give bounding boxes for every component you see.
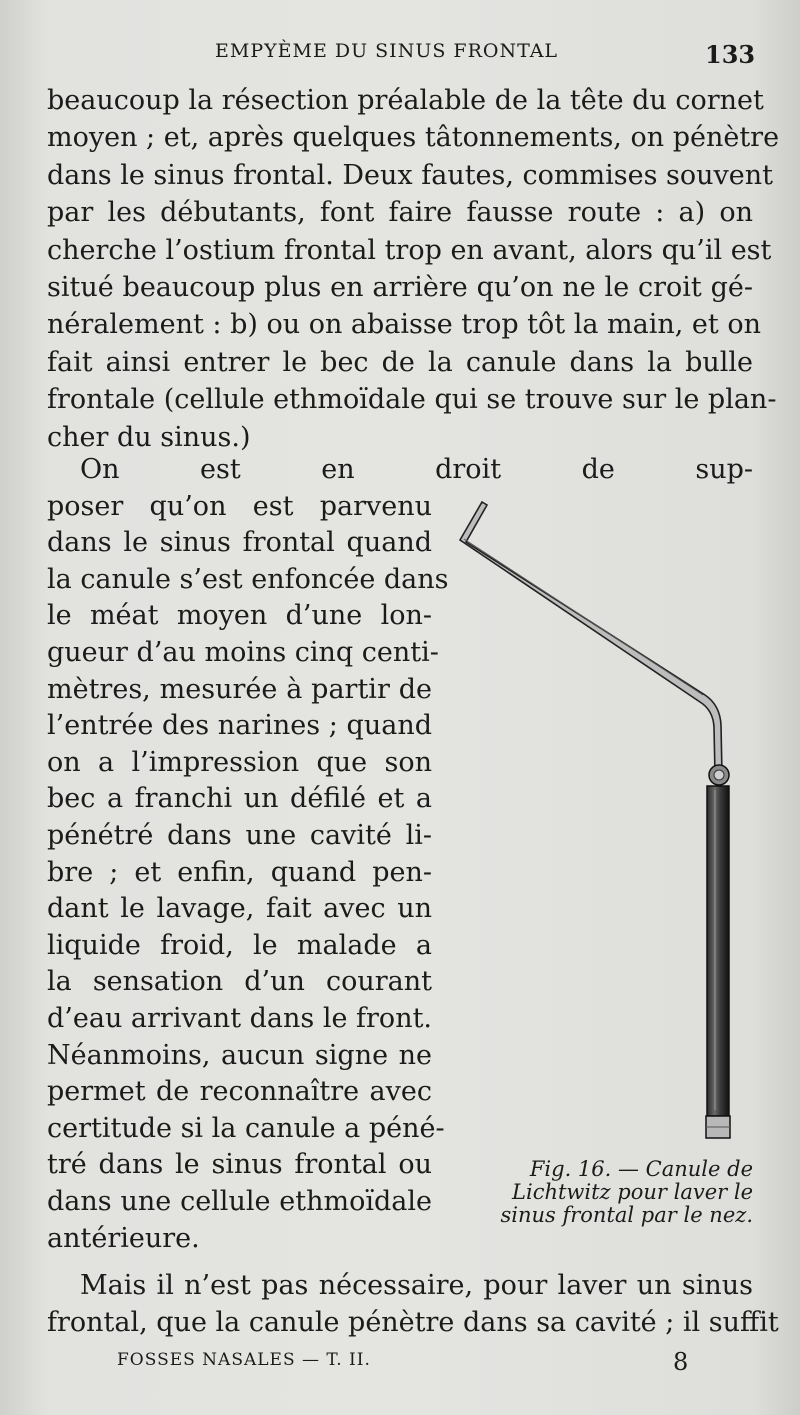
text-line: poser qu’on est parvenu — [47, 490, 432, 522]
text-line: dans le sinus frontal. Deux fautes, commises souvent — [47, 159, 774, 191]
text-line: cher du sinus.) — [47, 421, 251, 453]
text-line: cherche l’ostium frontal trop en avant, alors qu’il est — [47, 234, 772, 266]
text-line: Néanmoins, aucun signe ne — [47, 1039, 432, 1071]
text-line: dant le lavage, fait avec un — [47, 893, 432, 925]
figure-caption-line-2: Lichtwitz pour laver le — [512, 1180, 753, 1204]
text-line: antérieure. — [47, 1222, 200, 1254]
text-line: liquide froid, le malade a — [47, 929, 432, 961]
figure-caption-line-1: Fig. 16. — Canule de — [529, 1157, 753, 1181]
text-line: d’eau arrivant dans le front. — [47, 1003, 433, 1034]
text-line: situé beaucoup plus en arrière qu’on ne le croit gé- — [47, 272, 753, 303]
cannula-illustration — [430, 490, 760, 1150]
running-header: EMPYÈME DU SINUS FRONTAL — [215, 40, 559, 62]
text-line: Mais il n’est pas nécessaire, pour laver un sinus — [80, 1270, 753, 1301]
text-line: beaucoup la résection préalable de la tête du cornet — [47, 85, 764, 116]
text-line: moyen ; et, après quelques tâtonnements, on pénètre — [47, 122, 780, 154]
page-number: 133 — [705, 40, 756, 69]
text-line: permet de reconnaître avec — [47, 1076, 432, 1108]
text-line: tré dans le sinus frontal ou — [47, 1149, 432, 1181]
text-line: frontal, que la canule pénètre dans sa cavité ; il suffit — [47, 1307, 779, 1338]
text-line: la sensation d’un courant — [47, 966, 432, 998]
text-line: dans une cellule ethmoïdale — [47, 1186, 432, 1217]
text-line: fait ainsi entrer le bec de la canule dans la bulle — [47, 346, 753, 378]
text-line: bec a franchi un défilé et a — [47, 783, 432, 815]
text-line: dans le sinus frontal quand — [47, 527, 432, 559]
text-line: certitude si la canule a péné- — [47, 1112, 445, 1144]
text-line: néralement : b) ou on abaisse trop tôt la main, et on — [47, 309, 761, 341]
text-line: pénétré dans une cavité li- — [47, 820, 432, 851]
text-line: mètres, mesurée à partir de — [47, 673, 432, 705]
text-line: gueur d’au moins cinq centi- — [47, 637, 439, 668]
text-line: on a l’impression que son — [47, 746, 432, 778]
figure-caption-line-3: sinus frontal par le nez. — [500, 1203, 753, 1227]
text-line: le méat moyen d’une lon- — [47, 600, 432, 632]
text-line: la canule s’est enfoncée dans — [47, 563, 449, 595]
footer-collection: FOSSES NASALES — T. II. — [117, 1350, 371, 1370]
text-line: par les débutants, font faire fausse route : a) on — [47, 197, 753, 229]
signature-mark: 8 — [673, 1348, 689, 1376]
text-line: On est en droit de sup- — [80, 454, 753, 485]
text-line: bre ; et enfin, quand pen- — [47, 856, 432, 888]
text-line: l’entrée des narines ; quand — [47, 710, 432, 742]
text-line: frontale (cellule ethmoïdale qui se trouve sur le plan- — [47, 384, 777, 416]
